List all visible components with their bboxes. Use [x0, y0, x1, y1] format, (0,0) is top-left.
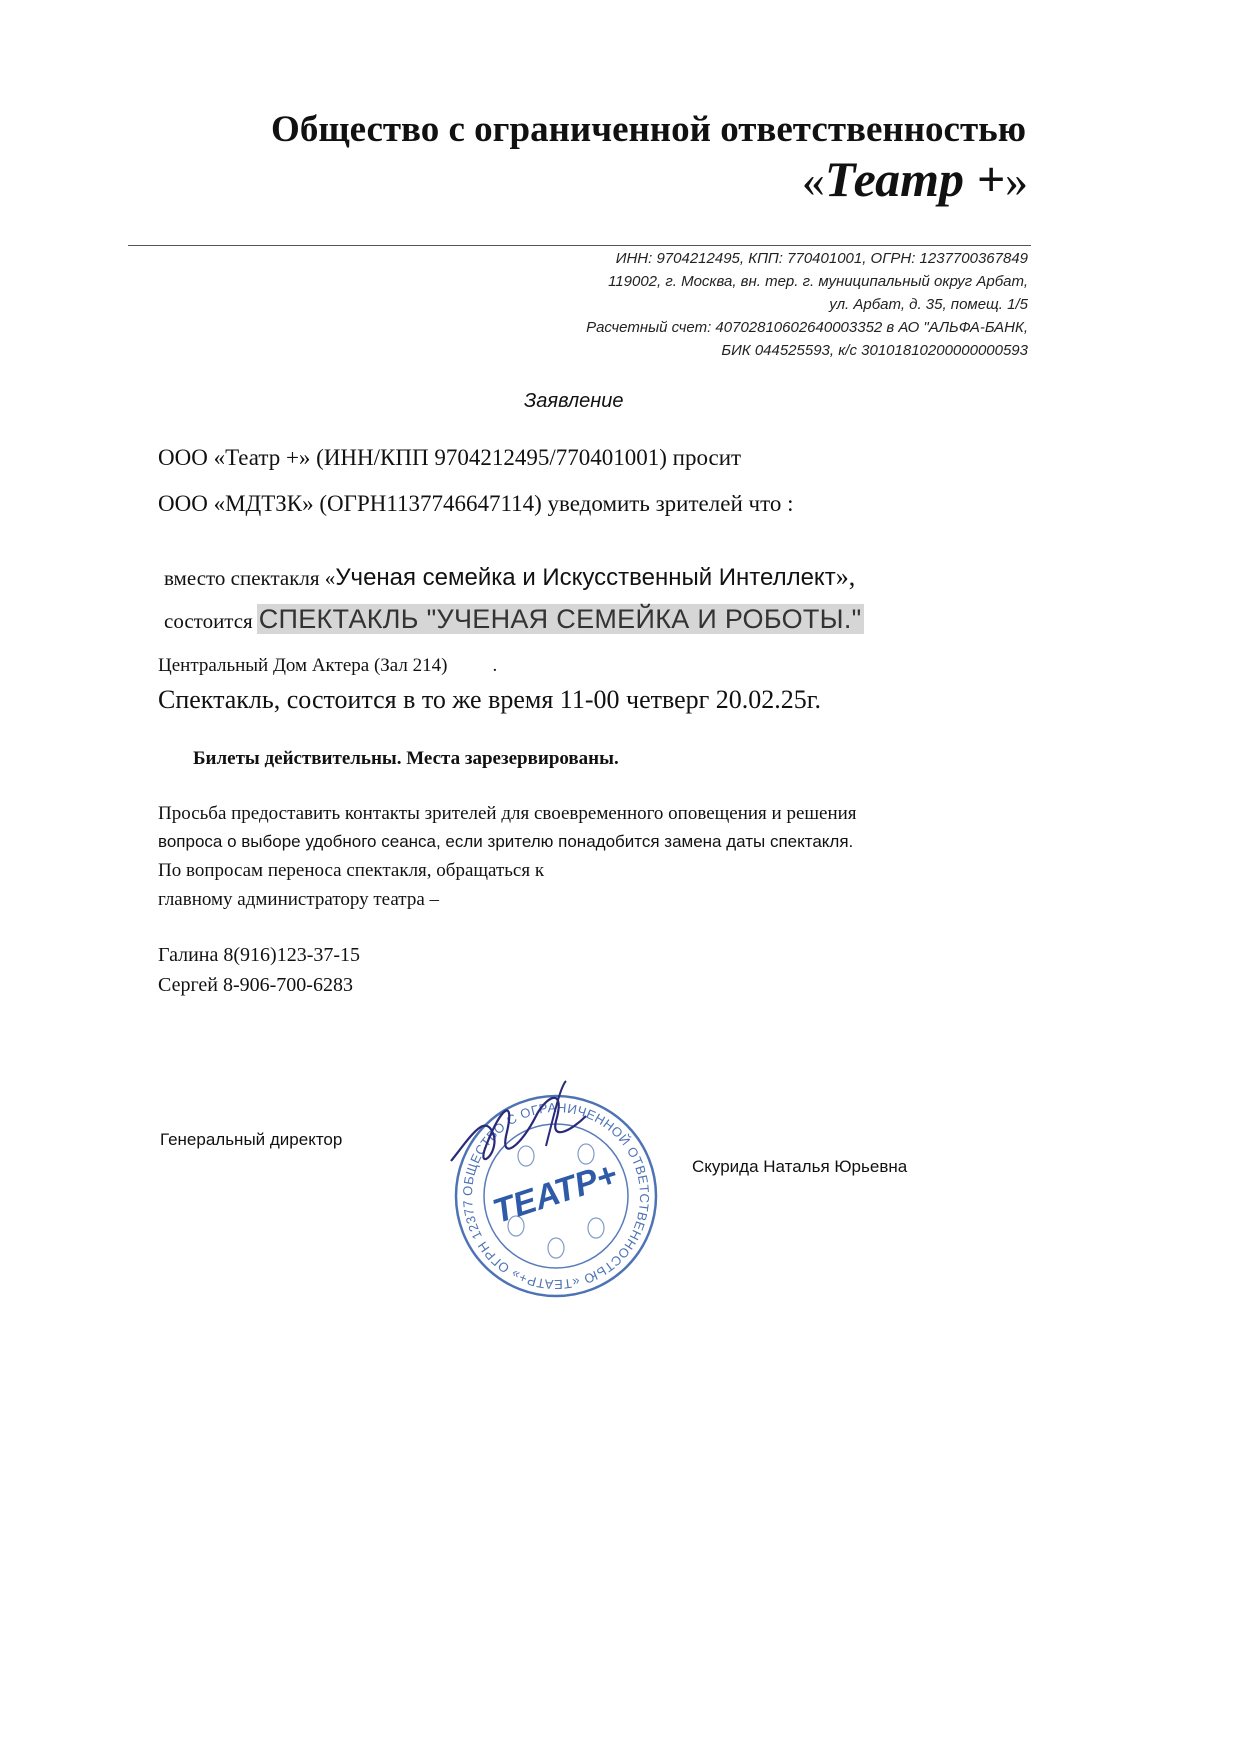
old-show-title: Ученая семейка и Искусственный Интеллект — [335, 564, 836, 591]
quote-open: « — [801, 155, 825, 206]
header-divider — [128, 245, 1031, 246]
contact-galina: Галина 8(916)123-37-15 — [158, 944, 361, 966]
requisite-line: БИК 044525593, к/с 30101810200000000593 — [721, 342, 1028, 359]
brand-name: Театр + — [824, 151, 1005, 207]
body-line-2 — [158, 491, 793, 517]
request-line-1: Просьба предоставить контакты зрителей для своевременного оповещения и решения — [158, 803, 857, 824]
replace-prefix: вместо спектакля « — [164, 566, 336, 590]
requisite-line: ул. Арбат, д. 35, помещ. 1/5 — [829, 296, 1028, 313]
time-line: Спектакль, состоится в то же время 11-00 четверг 20.02.25г. — [158, 685, 822, 714]
body-line-2-text: ООО «МДТЗК» (ОГРН1137746647114) уведомить зрителей что — [158, 491, 782, 516]
contact-sergey: Сергей 8-906-700-6283 — [158, 974, 353, 996]
signatory-name: Скурида Наталья Юрьевна — [692, 1157, 908, 1176]
venue-line — [158, 655, 497, 677]
request-line-2: вопроса о выборе удобного сеанса, если зрителю понадобится замена даты спектакля. — [158, 832, 854, 851]
stamp-ring-text: ОБЩЕСТВО С ОГРАНИЧЕННОЙ ОТВЕТСТВЕННОСТЬЮ «ТЕАТР+» ОГРН 12377 — [459, 1099, 653, 1293]
body-line-2-colon: : — [787, 491, 794, 516]
company-stamp — [446, 1076, 661, 1301]
transfer-line-1: По вопросам переноса спектакля, обращаться к — [158, 860, 545, 881]
requisite-line: 119002, г. Москва, вн. тер. г. муниципальный округ Арбат, — [608, 273, 1028, 290]
venue-dot: . — [492, 655, 498, 676]
org-brand-name — [802, 150, 1028, 208]
signatory-role: Генеральный директор — [160, 1130, 343, 1149]
new-show-title: СПЕКТАКЛЬ "УЧЕНАЯ СЕМЕЙКА И РОБОТЫ." — [258, 604, 862, 634]
new-show-prefix: состоится — [164, 609, 253, 633]
quote-close: » — [1005, 155, 1028, 206]
tickets-note: Билеты действительны. Места зарезервированы. — [193, 748, 619, 769]
requisite-line: Расчетный счет: 40702810602640003352 в АО "АЛЬФА-БАНК, — [586, 319, 1028, 336]
org-name-line: Общество с ограниченной ответственностью — [271, 109, 1026, 150]
replace-line — [164, 562, 855, 592]
venue-text: Центральный Дом Актера (Зал 214) — [158, 655, 448, 676]
stamp-seal-icon — [446, 1076, 661, 1301]
replace-suffix: », — [835, 562, 856, 591]
transfer-line-2: главному администратору театра – — [158, 889, 440, 910]
new-show-line — [164, 604, 864, 635]
document-title: Заявление — [524, 390, 624, 412]
body-line-1: ООО «Театр +» (ИНН/КПП 9704212495/770401001) просит — [158, 445, 742, 470]
requisite-line: ИНН: 9704212495, КПП: 770401001, ОГРН: 1237700367849 — [615, 250, 1028, 267]
stamp-center-text: ТЕАТР+ — [488, 1155, 622, 1231]
